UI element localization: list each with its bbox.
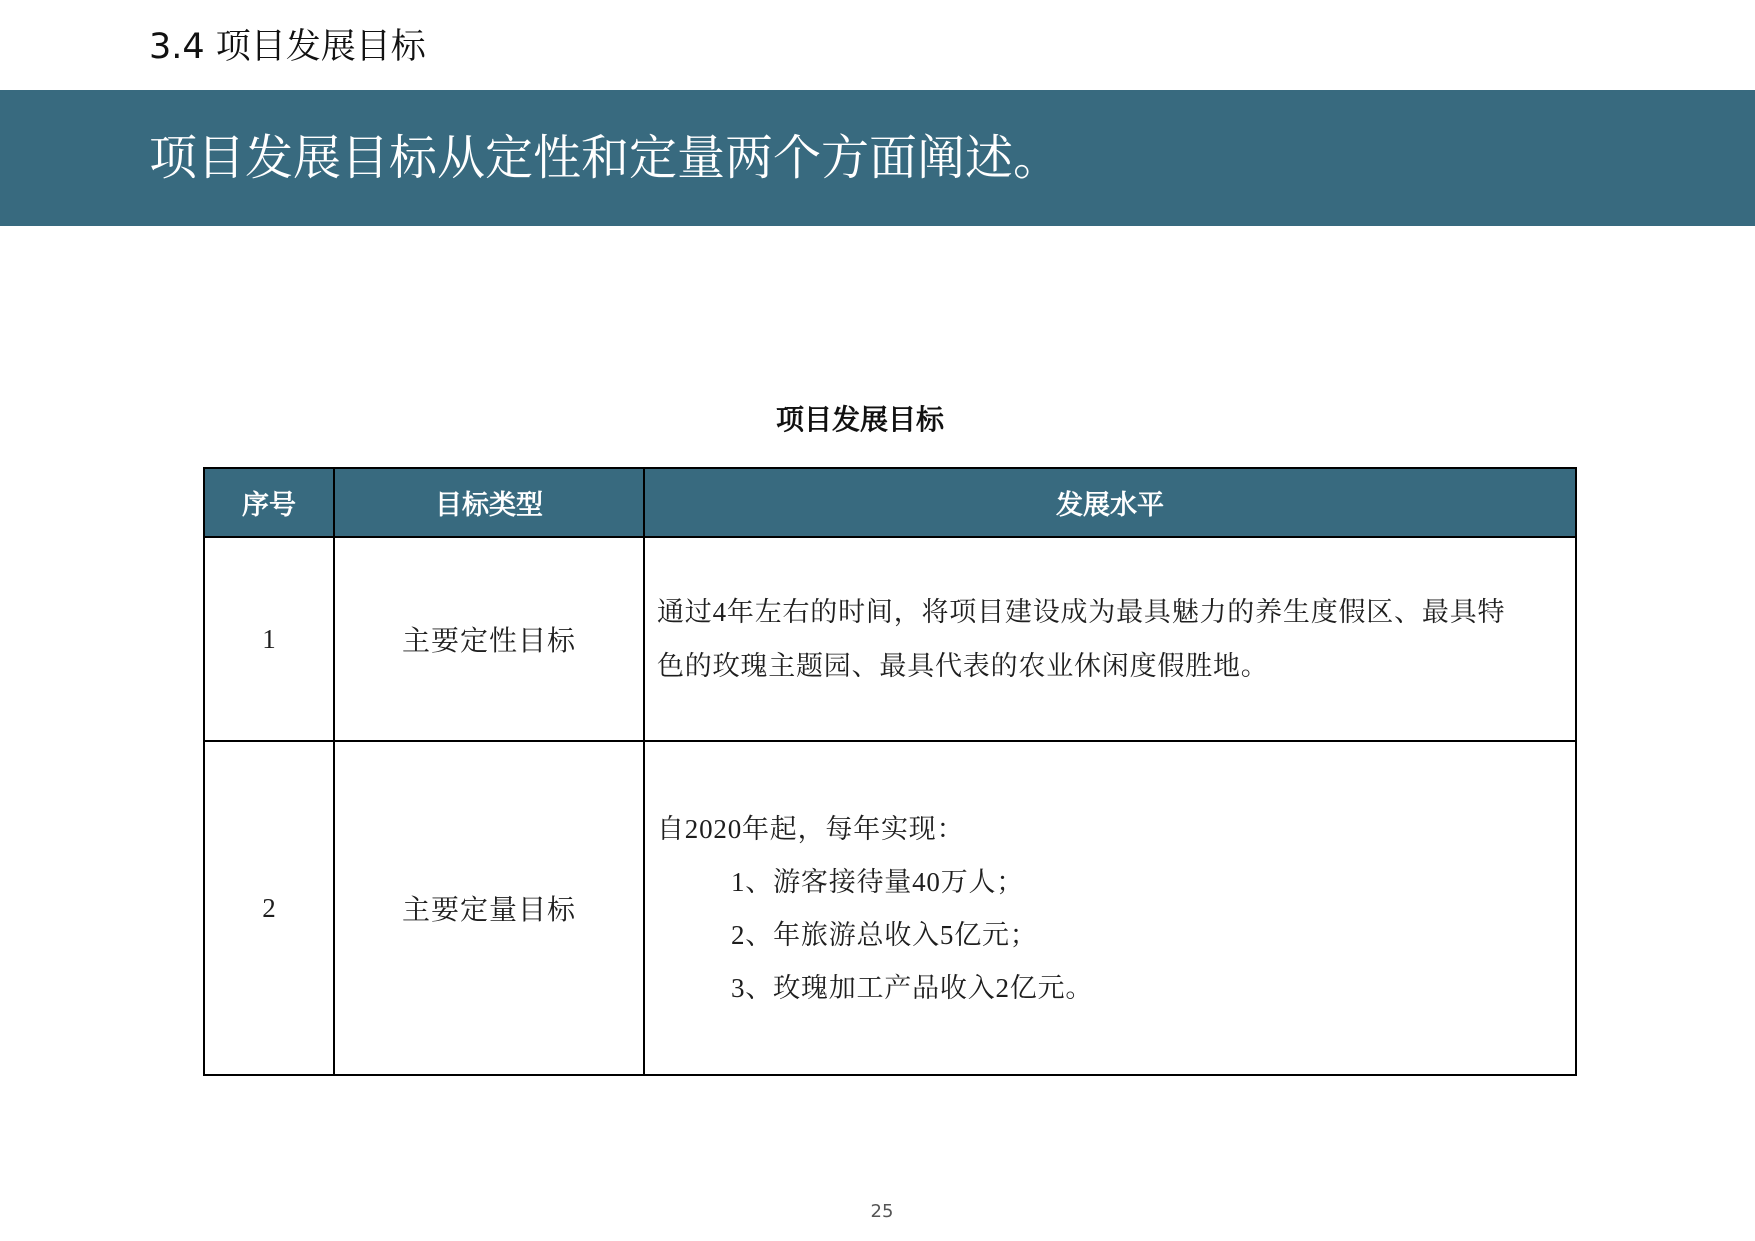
row-index: 2 xyxy=(204,741,334,1075)
row-development-level xyxy=(644,741,1576,1075)
level-list-item: 2、年旅游总收入5亿元； xyxy=(731,919,1038,950)
banner-text: 项目发展目标从定性和定量两个方面阐述。 xyxy=(149,130,1062,186)
row-development-level xyxy=(644,537,1576,741)
header-goal-type: 目标类型 xyxy=(334,468,644,537)
page-number: 25 xyxy=(870,1201,894,1222)
table-row xyxy=(204,741,1576,1075)
row-goal-type: 主要定量目标 xyxy=(334,741,644,1075)
level-text-line: 色的玫瑰主题园、最具代表的农业休闲度假胜地。 xyxy=(657,651,1269,681)
table-title: 项目发展目标 xyxy=(775,403,944,436)
row-index: 1 xyxy=(204,537,334,741)
header-index: 序号 xyxy=(204,468,334,537)
table-header-row xyxy=(204,468,1576,537)
table-row xyxy=(204,537,1576,741)
level-text-line: 通过4年左右的时间，将项目建设成为最具魅力的养生度假区、最具特 xyxy=(657,597,1506,627)
level-list-item: 3、玫瑰加工产品收入2亿元。 xyxy=(731,972,1094,1003)
row-goal-type: 主要定性目标 xyxy=(334,537,644,741)
section-heading: 3.4 项目发展目标 xyxy=(149,27,426,67)
level-list-item: 1、游客接待量40万人； xyxy=(731,866,1025,897)
header-development-level: 发展水平 xyxy=(644,468,1576,537)
level-intro: 自2020年起，每年实现： xyxy=(657,813,965,844)
goals-table xyxy=(203,467,1577,1076)
summary-banner xyxy=(0,90,1755,226)
